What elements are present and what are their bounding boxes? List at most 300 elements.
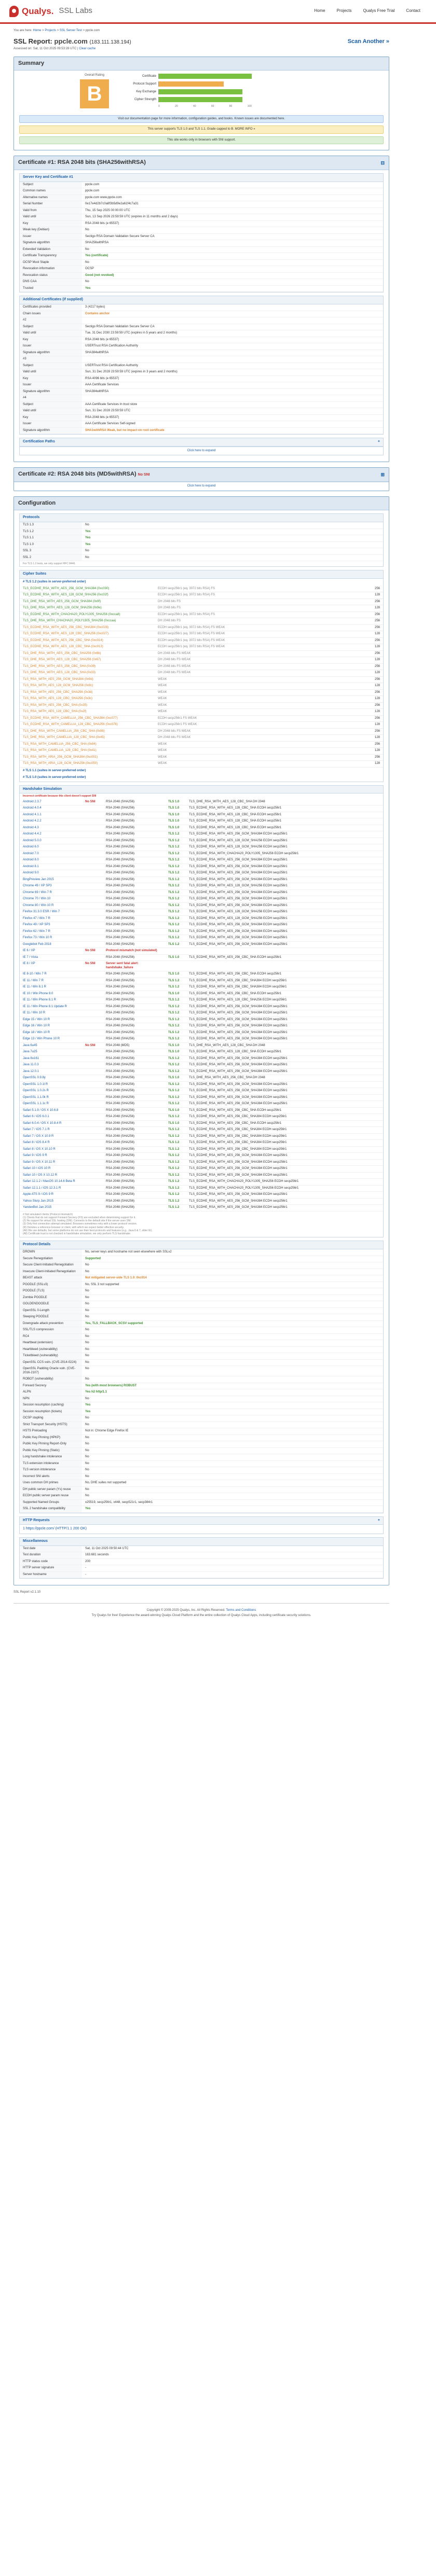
row-key: Supported Named Groups <box>20 1499 82 1506</box>
cipher-kex: DH 2048 bits FS <box>155 605 367 612</box>
handshake-row <box>20 1036 383 1043</box>
notice-tls-grade-cap: This server supports TLS 1.0 and TLS 1.1. Grade capped to B. MORE INFO » <box>19 126 384 134</box>
handshake-protocol: TLS 1.2 <box>165 1055 186 1062</box>
handshake-cipher: TLS_ECDHE_RSA_WITH_AES_256_GCM_SHA384 ECDH secp256r1 <box>186 1081 383 1088</box>
certificate-1-box <box>13 156 389 462</box>
table-row <box>20 259 383 266</box>
client-name[interactable]: Android 4.4.2 <box>20 831 82 838</box>
protocol-details-table <box>20 1249 383 1513</box>
handshake-row <box>20 1185 383 1192</box>
handshake-cipher: TLS_ECDHE_RSA_WITH_AES_256_GCM_SHA384 ECDH secp256r1 <box>186 1172 383 1179</box>
row-value: No <box>82 1314 383 1321</box>
handshake-row <box>20 1159 383 1166</box>
table-row <box>20 201 383 208</box>
client-name[interactable]: Safari 9 / iOS 9 R <box>20 1153 82 1160</box>
cipher-row <box>20 728 383 735</box>
client-name[interactable]: IE 11 / Win 7 R <box>20 978 82 984</box>
handshake-protocol: TLS 1.2 <box>165 1094 186 1101</box>
table-row <box>20 272 383 279</box>
client-name[interactable]: OpenSSL 1.1.1c R <box>20 1101 82 1108</box>
cipher-name: TLS_ECDHE_RSA_WITH_AES_128_CBC_SHA (0xc013) <box>20 644 155 651</box>
handshake-protocol: TLS 1.2 <box>165 915 186 922</box>
client-name[interactable]: Chrome 49 / XP SP3 <box>20 883 82 890</box>
client-name[interactable]: IE 6 / XP <box>20 948 82 955</box>
client-name[interactable]: Safari 6 / iOS 6.0.1 <box>20 1114 82 1121</box>
handshake-protocol: TLS 1.2 <box>165 896 186 903</box>
cipher-bits: 256 <box>367 689 383 696</box>
cipher-kex: ECDH secp256r1 (eq. 3072 bits RSA) FS <box>155 592 367 599</box>
row-key: Issuer <box>20 382 82 389</box>
handshake-cert: RSA 2048 (SHA256) <box>103 928 165 935</box>
cipher-bits: 256 <box>367 715 383 722</box>
row-key: #3 <box>20 356 82 363</box>
cipher-name: TLS_ECDHE_RSA_WITH_AES_128_GCM_SHA256 (0xc02f) <box>20 592 155 599</box>
tick: 60 <box>211 105 214 108</box>
handshake-row <box>20 1094 383 1101</box>
row-value: Not mitigated server-side TLS 1.0: 0xc014 <box>82 1275 383 1282</box>
handshake-cert: RSA 2048 (SHA256) <box>103 1068 165 1075</box>
handshake-protocol: TLS 1.2 <box>165 1172 186 1179</box>
table-row <box>20 1301 383 1308</box>
handshake-protocol: TLS 1.2 <box>165 1127 186 1134</box>
sni-flag <box>82 1081 103 1088</box>
cipher-name: TLS_ECDHE_RSA_WITH_AES_128_CBC_SHA256 (0xc027) <box>20 631 155 638</box>
client-name[interactable]: OpenSSL 1.0.1l R <box>20 1081 82 1088</box>
row-key: OCSP Must Staple <box>20 259 82 266</box>
breadcrumb-ssl-server-test[interactable]: SSL Server Test <box>59 29 82 32</box>
client-name[interactable]: Java 8u161 <box>20 1055 82 1062</box>
client-name[interactable]: Edge 18 / Win 10 R <box>20 1029 82 1036</box>
http-request-item[interactable]: 1 https://ppcle.com/ (HTTP/1.1 200 OK) <box>23 1527 87 1531</box>
row-key: Signature algorithm <box>20 350 82 356</box>
sni-flag <box>82 812 103 818</box>
handshake-row <box>20 889 383 896</box>
handshake-protocol: TLS 1.2 <box>165 864 186 870</box>
cipher-row <box>20 722 383 729</box>
table-row <box>20 311 383 317</box>
breadcrumb-prefix: You are here: <box>13 29 32 32</box>
sni-flag <box>82 857 103 864</box>
table-row <box>20 528 383 535</box>
row-key: Valid from <box>20 207 82 214</box>
cipher-kex: ECDH secp256r1 (eq. 3072 bits RSA) FS <box>155 611 367 618</box>
client-name[interactable]: Apple ATS 9 / iOS 9 R <box>20 1192 82 1199</box>
summary-header <box>14 57 389 71</box>
client-name[interactable]: Android 5.0.0 <box>20 838 82 844</box>
table-row <box>20 1262 383 1269</box>
handshake-row <box>20 1101 383 1108</box>
client-name[interactable]: Android 6.0 <box>20 844 82 851</box>
sni-flag <box>82 1068 103 1075</box>
table-row <box>20 240 383 247</box>
sni-flag <box>82 844 103 851</box>
table-row <box>20 1359 383 1366</box>
row-key: HSTS Preloading <box>20 1428 82 1435</box>
table-row <box>20 227 383 234</box>
row-key: Chain issues <box>20 311 82 317</box>
tick: 100 <box>247 105 252 108</box>
handshake-row <box>20 825 383 831</box>
handshake-cipher: TLS_ECDHE_RSA_WITH_AES_256_CBC_SHA384 ECDH secp256r1 <box>186 984 383 991</box>
handshake-cipher: TLS_ECDHE_RSA_WITH_AES_128_GCM_SHA256 ECDH secp256r1 <box>186 838 383 844</box>
client-name[interactable]: IE 8 / XP <box>20 961 82 971</box>
row-value: USERTrust RSA Certification Authority <box>82 363 383 369</box>
handshake-protocol: TLS 1.2 <box>165 883 186 890</box>
table-row <box>20 1506 383 1513</box>
handshake-cipher: TLS_ECDHE_RSA_WITH_AES_128_CBC_SHA256 ECDH secp256r1 <box>186 997 383 1004</box>
table-row <box>20 1552 383 1559</box>
client-name[interactable]: Android 8.0 <box>20 857 82 864</box>
handshake-cert: RSA 2048 (MD5) <box>103 1042 165 1049</box>
tick: 80 <box>229 105 233 108</box>
cipher-name: TLS_RSA_WITH_AES_128_CBC_SHA (0x2f) <box>20 709 155 716</box>
nav-contact[interactable]: Contact <box>406 8 420 13</box>
row-value: No <box>82 1486 383 1493</box>
handshake-protocol: TLS 1.2 <box>165 1081 186 1088</box>
handshake-cipher: TLS_ECDHE_RSA_WITH_AES_256_CBC_SHA ECDH secp256r1 <box>186 1120 383 1127</box>
cipher-name: TLS_ECDHE_RSA_WITH_CAMELLIA_128_CBC_SHA256 (0xc076) <box>20 722 155 729</box>
row-key: Test duration <box>20 1552 82 1559</box>
cipher-bits: 256 <box>367 650 383 657</box>
sni-flag <box>82 1133 103 1140</box>
cipher-group-tls11[interactable]: # TLS 1.1 (suites in server-preferred order) <box>23 769 86 772</box>
cipher-name: TLS_DHE_RSA_WITH_AES_256_CBC_SHA (0x39) <box>20 663 155 670</box>
client-name[interactable]: OpenSSL 1.1.0k R <box>20 1094 82 1101</box>
handshake-row <box>20 1120 383 1127</box>
handshake-row <box>20 1179 383 1186</box>
table-row <box>20 1499 383 1506</box>
row-value: 200 <box>82 1558 383 1565</box>
row-key: SSL/TLS compression <box>20 1327 82 1334</box>
client-name[interactable]: OpenSSL 1.0.2s R <box>20 1088 82 1095</box>
handshake-footnote: (All) We use defaults, but some platforms do not use their best protocols and features (e.g., Java 6 & 7, older IE). <box>23 1229 153 1232</box>
table-row <box>20 214 383 221</box>
handshake-protocol: TLS 1.0 <box>165 991 186 997</box>
table-row <box>20 1376 383 1383</box>
collapse-icon[interactable]: ⊟ <box>380 160 385 165</box>
sni-flag <box>82 1062 103 1069</box>
cipher-bits: 256 <box>367 663 383 670</box>
sni-flag <box>82 889 103 896</box>
cipher-bits: 256 <box>367 598 383 605</box>
client-name[interactable]: Edge 16 / Win 10 R <box>20 1023 82 1030</box>
cipher-kex: WEAK <box>155 683 367 690</box>
client-name[interactable]: Chrome 69 / Win 7 R <box>20 889 82 896</box>
row-key: Public Key Pinning (Static) <box>20 1447 82 1454</box>
client-name[interactable]: Safari 6.0.4 / OS X 10.8.4 R <box>20 1120 82 1127</box>
sni-flag <box>82 1094 103 1101</box>
cipher-bits: 128 <box>367 696 383 703</box>
client-name[interactable]: Safari 8 / OS X 10.10 R <box>20 1146 82 1153</box>
row-key: NPN <box>20 1396 82 1402</box>
grade-area <box>66 74 123 108</box>
client-name[interactable]: Googlebot Feb 2018 <box>20 941 82 948</box>
handshake-cert: RSA 2048 (SHA256) <box>103 909 165 916</box>
client-name[interactable]: IE 10 / Win Phone 8.0 <box>20 991 82 997</box>
handshake-row <box>20 971 383 978</box>
cipher-kex: DH 2048 bits FS <box>155 618 367 625</box>
client-name[interactable]: Safari 10 / OS X 10.12 R <box>20 1172 82 1179</box>
certificate-2-box <box>13 467 389 491</box>
expand-paths-link[interactable]: Click here to expand <box>20 447 383 455</box>
handshake-cipher: TLS_ECDHE_RSA_WITH_AES_256_GCM_SHA384 ECDH secp256r1 <box>186 1068 383 1075</box>
client-name[interactable]: YandexBot Jan 2015 <box>20 1205 82 1212</box>
client-name[interactable]: Safari 8 / iOS 8.4 R <box>20 1140 82 1147</box>
client-name[interactable]: IE 11 / Win 10 R <box>20 1010 82 1017</box>
handshake-cipher: TLS_ECDHE_RSA_WITH_AES_128_CBC_SHA ECDH secp256r1 <box>186 1049 383 1056</box>
sni-flag <box>82 818 103 825</box>
footer-terms-link[interactable]: Terms and Conditions <box>226 1608 256 1612</box>
handshake-row <box>20 991 383 997</box>
handshake-cipher: TLS_ECDHE_RSA_WITH_AES_256_GCM_SHA384 ECDH secp256r1 <box>186 857 383 864</box>
row-value: No, SSL 3 not supported <box>82 1282 383 1288</box>
client-name[interactable]: Firefox 49 / XP SP3 <box>20 922 82 929</box>
bar-axis-ticks <box>158 105 252 108</box>
client-name[interactable]: Chrome 80 / Win 10 R <box>20 902 82 909</box>
row-value: No <box>82 1454 383 1461</box>
expand-icon[interactable]: ⊞ <box>380 471 385 477</box>
cipher-name: TLS_RSA_WITH_AES_256_CBC_SHA256 (0x3d) <box>20 689 155 696</box>
row-value: SHA256withRSA <box>82 240 383 247</box>
sni-flag <box>82 1198 103 1205</box>
table-row <box>20 395 383 402</box>
miscellaneous-header <box>20 1538 383 1546</box>
table-row <box>20 194 383 201</box>
handshake-cipher: TLS_ECDHE_RSA_WITH_AES_256_GCM_SHA384 ECDH secp256r1 <box>186 1205 383 1212</box>
client-name[interactable]: Safari 7 / iOS 7.1 R <box>20 1127 82 1134</box>
client-name[interactable]: Yahoo Slurp Jan 2015 <box>20 1198 82 1205</box>
handshake-protocol: TLS 1.2 <box>165 1140 186 1147</box>
row-key: TLS 1.3 <box>20 522 82 528</box>
table-row <box>20 1565 383 1572</box>
client-name[interactable]: IE 11 / Win Phone 8.1 Update R <box>20 1004 82 1010</box>
client-name[interactable]: Chrome 70 / Win 10 <box>20 896 82 903</box>
handshake-cipher: TLS_ECDHE_RSA_WITH_AES_256_GCM_SHA384 ECDH secp256r1 <box>186 1004 383 1010</box>
nav-projects[interactable]: Projects <box>336 8 352 13</box>
row-key: Trusted <box>20 285 82 292</box>
handshake-row <box>20 876 383 883</box>
client-name[interactable]: Java 7u25 <box>20 1049 82 1056</box>
cipher-kex: ECDH secp256r1 (eq. 3072 bits RSA) FS WEAK <box>155 624 367 631</box>
handshake-row <box>20 831 383 838</box>
sni-flag <box>82 1010 103 1017</box>
handshake-cert: RSA 2048 (SHA256) <box>103 831 165 838</box>
cipher-kex: DH 2048 bits FS <box>155 598 367 605</box>
handshake-cert: RSA 2048 (SHA256) <box>103 1120 165 1127</box>
client-name[interactable]: IE 8-10 / Win 7 R <box>20 971 82 978</box>
clear-cache-link[interactable]: Clear cache <box>79 47 96 50</box>
no-sni-badge: No SNI <box>138 473 150 477</box>
row-key: Certificate Transparency <box>20 253 82 260</box>
handshake-cipher: TLS_ECDHE_RSA_WITH_AES_128_GCM_SHA256 ECDH secp256r1 <box>186 915 383 922</box>
handshake-note: Incorrect certificate because this client doesn't support SNI <box>23 795 97 798</box>
handshake-cert: Server sent fatal alert: handshake_failure <box>103 961 165 971</box>
certificate-2-title: Certificate #2: RSA 2048 bits (MD5withRSA) <box>18 471 137 478</box>
row-value: Sun, 31 Dec 2028 23:59:59 UTC (expires in 3 years and 2 months) <box>82 369 383 376</box>
expand-icon[interactable]: + <box>377 1518 380 1522</box>
handshake-row <box>20 1049 383 1056</box>
table-row <box>20 343 383 350</box>
client-name[interactable]: IE 11 / Win 8.1 R <box>20 984 82 991</box>
client-name[interactable]: Android 4.0.4 <box>20 805 82 812</box>
client-name[interactable]: Firefox 47 / Win 7 R <box>20 915 82 922</box>
row-value: Yes <box>82 535 383 542</box>
handshake-cert: Protocol mismatch (not simulated) <box>103 948 165 955</box>
protocol-details-section <box>19 1241 384 1513</box>
breadcrumb-projects[interactable]: Projects <box>45 29 57 32</box>
table-row <box>20 1256 383 1262</box>
client-name[interactable]: Java 6u45 <box>20 1042 82 1049</box>
handshake-cipher <box>186 961 383 971</box>
client-name[interactable]: Safari 9 / OS X 10.11 R <box>20 1159 82 1166</box>
client-name[interactable]: Android 7.0 <box>20 851 82 857</box>
client-name[interactable]: Safari 10 / iOS 10 R <box>20 1166 82 1173</box>
row-value: SHA384withRSA <box>82 350 383 356</box>
handshake-row <box>20 948 383 955</box>
handshake-row <box>20 902 383 909</box>
client-name[interactable]: Safari 7 / OS X 10.9 R <box>20 1133 82 1140</box>
table-row <box>20 182 383 188</box>
qualys-logo[interactable] <box>9 6 92 17</box>
handshake-protocol: TLS 1.2 <box>165 889 186 896</box>
handshake-cert: RSA 2048 (SHA256) <box>103 883 165 890</box>
handshake-cert: RSA 2048 (SHA256) <box>103 978 165 984</box>
client-name[interactable]: Android 2.3.7 <box>20 799 82 805</box>
cipher-bits: 128 <box>367 722 383 729</box>
client-name[interactable]: Firefox 31.3.0 ESR / Win 7 <box>20 909 82 916</box>
scan-another-link[interactable]: Scan Another » <box>347 38 389 45</box>
sni-flag <box>82 1023 103 1030</box>
handshake-cipher: TLS_ECDHE_RSA_WITH_AES_256_GCM_SHA384 ECDH secp256r1 <box>186 1062 383 1069</box>
client-name[interactable]: Android 4.1.1 <box>20 812 82 818</box>
expand-cert2-link[interactable]: Click here to expand <box>14 482 389 491</box>
protocols-header <box>20 514 383 522</box>
handshake-cert: RSA 2048 (SHA256) <box>103 857 165 864</box>
row-value: SHA384withRSA <box>82 388 383 395</box>
sni-flag <box>82 954 103 961</box>
sni-flag <box>82 1107 103 1114</box>
sni-flag <box>82 915 103 922</box>
handshake-row <box>20 1055 383 1062</box>
client-name[interactable]: Safari 12.1.2 / MacOS 10.14.6 Beta R <box>20 1179 82 1186</box>
client-name[interactable]: Java 12.0.1 <box>20 1068 82 1075</box>
client-name[interactable]: Safari 12.1.1 / iOS 12.3.1 R <box>20 1185 82 1192</box>
bar-fill <box>159 97 242 102</box>
client-name[interactable]: Edge 15 / Win 10 R <box>20 1017 82 1023</box>
row-key: POODLE (TLS) <box>20 1288 82 1295</box>
table-row <box>20 285 383 292</box>
sni-flag <box>82 831 103 838</box>
client-name[interactable]: Java 11.0.3 <box>20 1062 82 1069</box>
handshake-row <box>20 799 383 805</box>
assessed-line: Assessed on: Sat, 11 Oct 2025 09:53:28 UTC | Clear cache <box>13 47 96 50</box>
row-key: Extended Validation <box>20 246 82 253</box>
table-row <box>20 317 383 324</box>
handshake-row <box>20 864 383 870</box>
row-key: Issuer <box>20 233 82 240</box>
handshake-cipher: TLS_ECDHE_RSA_WITH_AES_256_CBC_SHA384 ECDH secp256r1 <box>186 1127 383 1134</box>
handshake-row <box>20 1205 383 1212</box>
client-name[interactable]: Android 8.1 <box>20 864 82 870</box>
cipher-kex: WEAK <box>155 689 367 696</box>
table-row <box>20 1473 383 1480</box>
row-key: Valid until <box>20 369 82 376</box>
client-name[interactable]: OpenSSL 0.9.8y <box>20 1075 82 1082</box>
client-name[interactable]: Android 4.3 <box>20 825 82 831</box>
handshake-cert: RSA 2048 (SHA256) <box>103 864 165 870</box>
handshake-row <box>20 1198 383 1205</box>
handshake-protocol: TLS 1.2 <box>165 1133 186 1140</box>
client-name[interactable]: Android 9.0 <box>20 870 82 877</box>
client-name[interactable]: Edge 13 / Win Phone 10 R <box>20 1036 82 1043</box>
handshake-cipher: TLS_ECDHE_RSA_WITH_AES_128_CBC_SHA ECDH secp256r1 <box>186 818 383 825</box>
certification-paths-header <box>20 438 383 447</box>
handshake-cipher: TLS_ECDHE_RSA_WITH_AES_128_GCM_SHA256 ECDH secp256r1 <box>186 844 383 851</box>
row-key: GOLDENDOODLE <box>20 1301 82 1308</box>
handshake-protocol: TLS 1.2 <box>165 1159 186 1166</box>
nav-free-trial[interactable]: Qualys Free Trial <box>363 8 395 13</box>
table-row <box>20 1428 383 1435</box>
bar-track <box>158 74 252 79</box>
handshake-row <box>20 1062 383 1069</box>
row-key: TLS 1.1 <box>20 535 82 542</box>
cipher-kex: ECDH secp256r1 (eq. 3072 bits RSA) FS WEAK <box>155 637 367 644</box>
cipher-row <box>20 618 383 625</box>
handshake-protocol: TLS 1.2 <box>165 941 186 948</box>
handshake-protocol: TLS 1.0 <box>165 1075 186 1082</box>
nav-home[interactable]: Home <box>314 8 325 13</box>
row-value: Sun, 13 Sep 2026 23:59:59 UTC (expires in 11 months and 2 days) <box>82 214 383 221</box>
cipher-row <box>20 657 383 664</box>
cipher-name: TLS_ECDHE_RSA_WITH_AES_256_CBC_SHA384 (0xc028) <box>20 624 155 631</box>
row-value: No <box>82 1376 383 1383</box>
row-value: No <box>82 1333 383 1340</box>
row-value: AAA Certificate Services In trust store <box>82 401 383 408</box>
handshake-protocol: TLS 1.2 <box>165 1029 186 1036</box>
expand-icon[interactable]: + <box>377 440 380 443</box>
row-value: OCSP <box>82 266 383 273</box>
client-name[interactable]: IE 7 / Vista <box>20 954 82 961</box>
handshake-cert: RSA 2048 (SHA256) <box>103 1107 165 1114</box>
breadcrumb-home[interactable]: Home <box>33 29 42 32</box>
sni-flag <box>82 805 103 812</box>
row-value: No <box>82 1353 383 1360</box>
handshake-row <box>20 1107 383 1114</box>
client-name[interactable]: BingPreview Jan 2015 <box>20 876 82 883</box>
table-row <box>20 414 383 421</box>
client-name[interactable]: Android 4.2.2 <box>20 818 82 825</box>
row-value: - <box>82 1571 383 1578</box>
table-row <box>20 188 383 195</box>
client-name[interactable]: Safari 5.1.9 / OS X 10.6.8 <box>20 1107 82 1114</box>
row-value: - <box>82 1565 383 1572</box>
row-key: RC4 <box>20 1333 82 1340</box>
client-name[interactable]: IE 11 / Win Phone 8.1 R <box>20 997 82 1004</box>
handshake-row <box>20 1192 383 1199</box>
sni-flag <box>82 1153 103 1160</box>
table-row <box>20 382 383 389</box>
cipher-group-tls12[interactable]: # TLS 1.2 (suites in server-preferred order) <box>23 580 86 583</box>
main-nav <box>314 8 420 13</box>
table-row <box>20 356 383 363</box>
cipher-group-tls10[interactable]: # TLS 1.0 (suites in server-preferred order) <box>23 776 86 779</box>
client-name[interactable]: Firefox 62 / Win 7 R <box>20 928 82 935</box>
row-value: No <box>82 1288 383 1295</box>
client-name[interactable]: Firefox 73 / Win 10 R <box>20 935 82 942</box>
row-key: Signature algorithm <box>20 240 82 247</box>
handshake-row <box>20 1114 383 1121</box>
handshake-protocol: TLS 1.2 <box>165 1023 186 1030</box>
